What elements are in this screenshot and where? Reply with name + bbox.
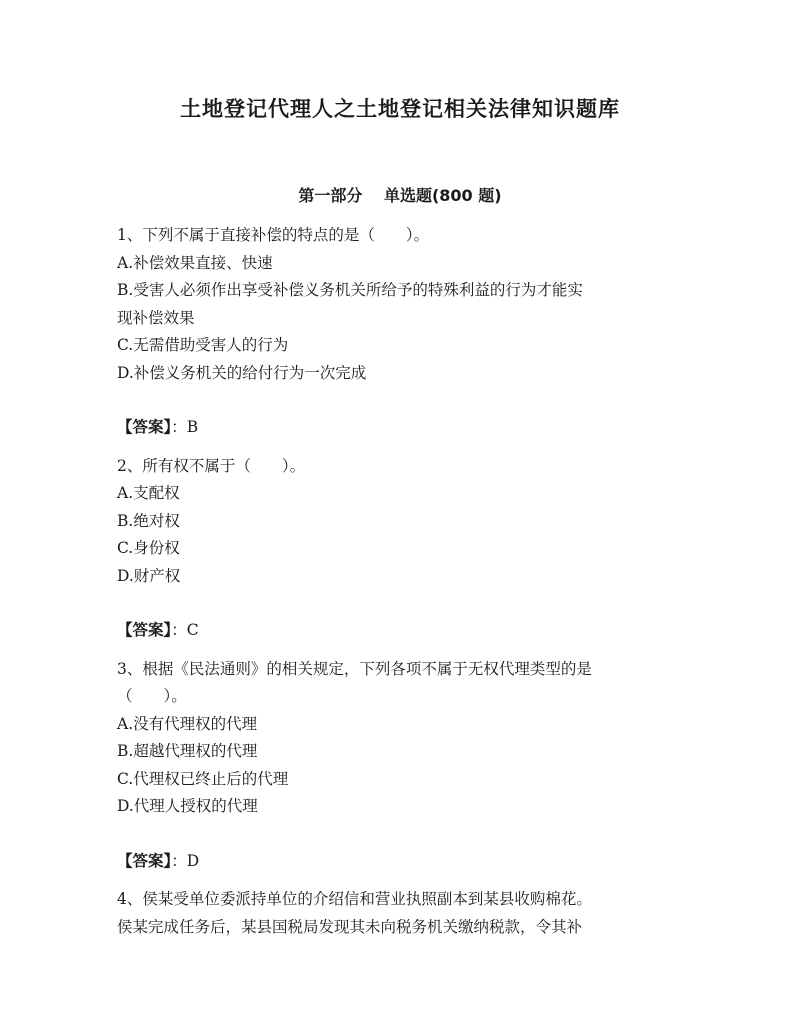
question-stem-line: 3、根据《民法通则》的相关规定，下列各项不属于无权代理类型的是 bbox=[117, 659, 592, 678]
answer-option: C.无需借助受害人的行为 bbox=[117, 336, 289, 354]
answer-label: 【答案】 bbox=[117, 418, 172, 436]
answer-option: C.身份权 bbox=[117, 539, 180, 557]
section-heading: 第一部分 单选题(800 题) bbox=[298, 186, 502, 205]
question-block bbox=[117, 222, 687, 442]
answer-option: A.补偿效果直接、快速 bbox=[117, 253, 273, 272]
answer-label: 【答案】 bbox=[117, 851, 172, 870]
answer-label: 【答案】 bbox=[117, 621, 172, 639]
answer-option: A.支配权 bbox=[117, 484, 180, 502]
document-title: 土地登记代理人之土地登记相关法律知识题库 bbox=[180, 97, 620, 121]
answer-separator: ： bbox=[171, 418, 187, 436]
question-stem-line: （ ）。 bbox=[117, 687, 187, 705]
question-stem-line: 1、下列不属于直接补偿的特点的是（ ）。 bbox=[117, 226, 430, 244]
answer-value: B bbox=[186, 418, 199, 436]
answer-option: D.财产权 bbox=[117, 566, 181, 585]
answer-option: B.超越代理权的代理 bbox=[117, 742, 258, 760]
question-list bbox=[117, 222, 687, 941]
question-stem-line: 2、所有权不属于（ ）。 bbox=[117, 456, 306, 475]
question-stem-line: 侯某完成任务后，某县国税局发现其未向税务机关缴纳税款，令其补 bbox=[117, 917, 583, 936]
answer-option: 现补偿效果 bbox=[117, 308, 195, 327]
answer-option: C.代理权已终止后的代理 bbox=[117, 769, 289, 788]
answer-line bbox=[117, 848, 687, 876]
question-stem-line: 4、侯某受单位委派持单位的介绍信和营业执照副本到某县收购棉花。 bbox=[117, 890, 592, 908]
answer-line bbox=[117, 414, 687, 442]
answer-value: D bbox=[186, 851, 200, 870]
answer-line bbox=[117, 617, 687, 645]
answer-option: D.补偿义务机关的给付行为一次完成 bbox=[117, 363, 367, 382]
answer-option: B.受害人必须作出享受补偿义务机关所给予的特殊利益的行为才能实 bbox=[117, 281, 583, 299]
answer-option: A.没有代理权的代理 bbox=[117, 714, 258, 733]
question-block bbox=[117, 656, 687, 876]
answer-option: B.绝对权 bbox=[117, 511, 180, 530]
answer-separator: ： bbox=[171, 851, 187, 870]
answer-option: D.代理人授权的代理 bbox=[117, 797, 258, 815]
answer-separator: ： bbox=[171, 621, 187, 639]
question-block bbox=[117, 453, 687, 645]
question-block bbox=[117, 886, 687, 941]
answer-value: C bbox=[186, 621, 199, 639]
